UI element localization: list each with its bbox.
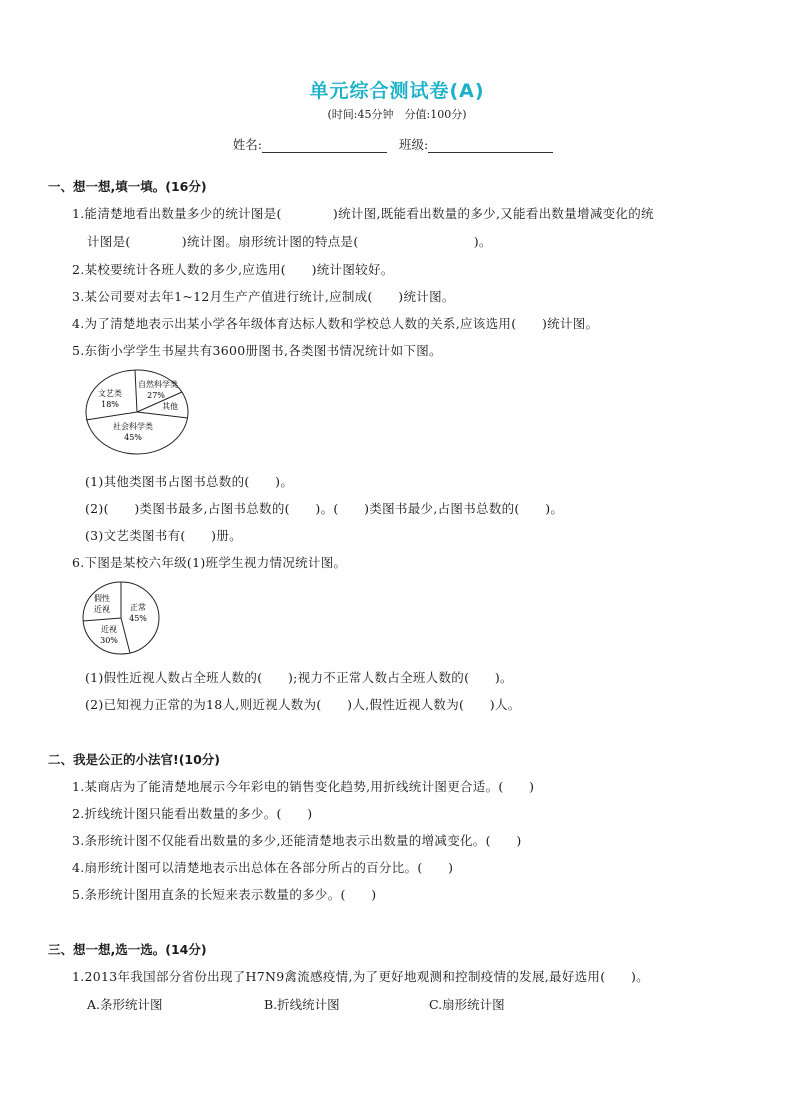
pie1-slice-label: 其他 — [162, 402, 178, 411]
book-pie — [86, 370, 188, 454]
s1-q6-sub2: (2)已知视力正常的为18人,则近视人数为( )人,假性近视人数为( )人。 — [85, 697, 521, 712]
pie1-slice-pct: 18% — [101, 400, 119, 409]
s1-q5: 5.东街小学学生书屋共有3600册图书,各类图书情况统计如下图。 — [72, 343, 442, 358]
page-subtitle: (时间:45分钟 分值:100分) — [327, 108, 467, 121]
class-label: 班级: — [398, 137, 429, 152]
pie2-slice-label: 近视 — [94, 605, 110, 614]
pie2-slice-label: 近视 — [101, 625, 117, 634]
s3-q1-option-a[interactable]: A.条形统计图 — [87, 997, 163, 1012]
class-blank[interactable] — [428, 138, 553, 153]
s2-q4: 4.扇形统计图可以清楚地表示出总体在各部分所占的百分比。( ) — [72, 860, 454, 875]
s1-q3: 3.某公司要对去年1~12月生产产值进行统计,应制成( )统计图。 — [72, 289, 455, 304]
section3-heading: 三、想一想,选一选。(14分) — [48, 942, 207, 957]
s2-q5: 5.条形统计图用直条的长短来表示数量的多少。( ) — [72, 887, 377, 902]
s3-q1-option-c[interactable]: C.扇形统计图 — [429, 997, 505, 1012]
name-label: 姓名: — [232, 137, 262, 152]
vision-pie-chart — [81, 580, 161, 656]
vision-pie — [83, 582, 159, 654]
s1-q6: 6.下图是某校六年级(1)班学生视力情况统计图。 — [72, 555, 347, 570]
section1-heading: 一、想一想,填一填。(16分) — [48, 179, 207, 194]
book-pie-chart — [84, 368, 190, 456]
pie1-slice-pct: 45% — [124, 433, 142, 442]
section2-heading: 二、我是公正的小法官!(10分) — [48, 752, 221, 767]
pie2-divider-c — [121, 618, 130, 653]
pie1-divider-b — [135, 370, 137, 412]
s3-q1: 1.2013年我国部分省份出现了H7N9禽流感疫情,为了更好地观测和控制疫情的发展,最好选用( )。 — [72, 969, 649, 984]
s1-q4: 4.为了清楚地表示出某小学各年级体育达标人数和学校总人数的关系,应该选用( )统计图。 — [72, 316, 599, 331]
pie2-slice-label: 假性 — [94, 594, 110, 603]
pie2-slice-label: 正常 — [130, 603, 146, 612]
pie2-divider-b — [83, 618, 121, 621]
pie1-divider-a — [86, 412, 137, 420]
s1-q5-sub1: (1)其他类图书占图书总数的( )。 — [85, 474, 294, 489]
s2-q1: 1.某商店为了能清楚地展示今年彩电的销售变化趋势,用折线统计图更合适。( ) — [72, 779, 535, 794]
name-class-row — [0, 135, 794, 153]
s2-q3: 3.条形统计图不仅能看出数量的多少,还能清楚地表示出数量的增减变化。( ) — [72, 833, 522, 848]
pie2-slice-pct: 45% — [129, 614, 147, 623]
s2-q2: 2.折线统计图只能看出数量的多少。( ) — [72, 806, 313, 821]
pie1-slice-label: 社会科学类 — [113, 422, 153, 431]
pie1-divider-d — [137, 412, 188, 418]
s1-q5-sub2: (2)( )类图书最多,占图书总数的( )。( )类图书最少,占图书总数的( )。 — [85, 501, 564, 516]
page-title: 单元综合测试卷(A) — [309, 80, 485, 102]
s1-q1-line1: 1.能清楚地看出数量多少的统计图是( )统计图,既能看出数量的多少,又能看出数量增减变化的统 — [72, 206, 654, 221]
s1-q5-sub3: (3)文艺类图书有( )册。 — [85, 528, 242, 543]
s1-q1-line2: 计图是( )统计图。扇形统计图的特点是( )。 — [87, 234, 492, 249]
pie1-slice-label: 文艺类 — [98, 389, 122, 398]
pie1-slice-label: 自然科学类 — [138, 380, 178, 389]
name-blank[interactable] — [262, 138, 387, 153]
s1-q2: 2.某校要统计各班人数的多少,应选用( )统计图较好。 — [72, 262, 394, 277]
pie2-slice-pct: 30% — [100, 636, 118, 645]
s1-q6-sub1: (1)假性近视人数占全班人数的( );视力不正常人数占全班人数的( )。 — [85, 670, 513, 685]
s3-q1-option-b[interactable]: B.折线统计图 — [264, 997, 340, 1012]
pie1-slice-pct: 27% — [147, 391, 165, 400]
